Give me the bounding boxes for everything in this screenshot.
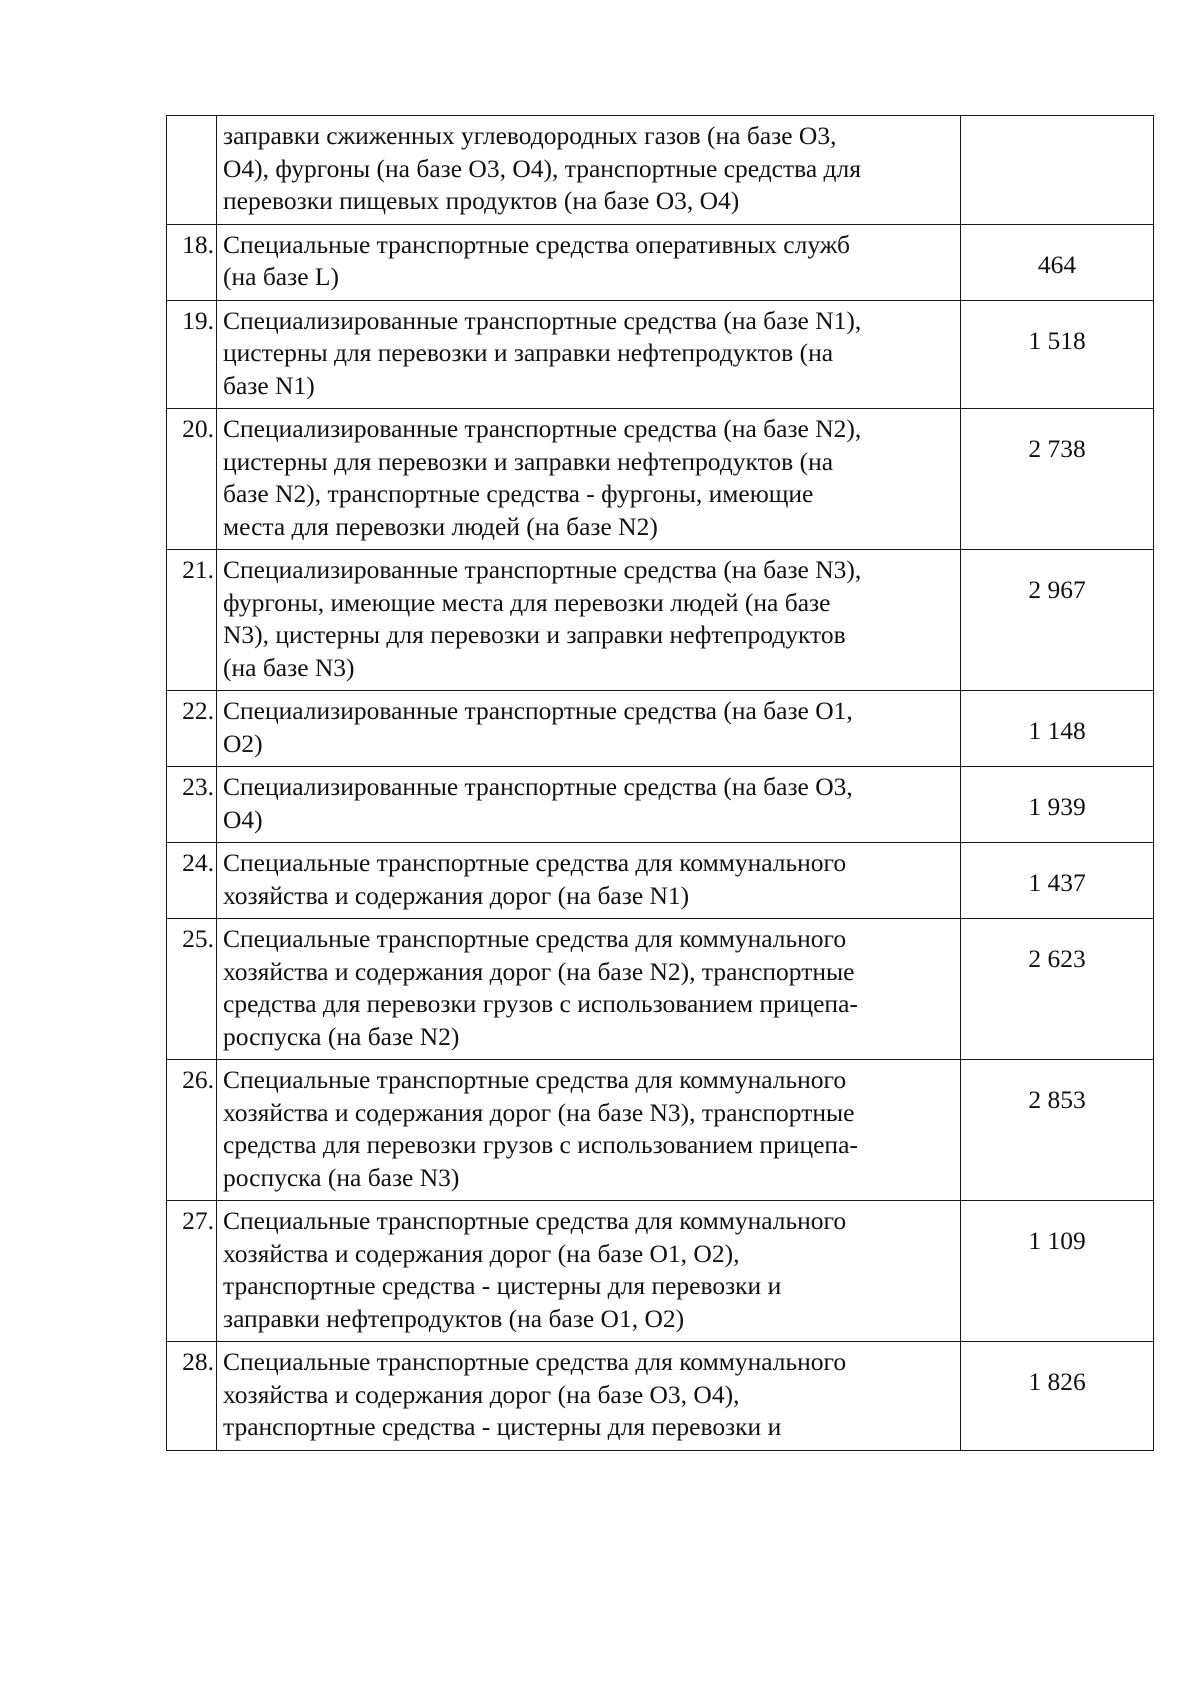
description-line: Специальные транспортные средства для коммунального bbox=[223, 1206, 847, 1235]
description-line: заправки нефтепродуктов (на базе O1, O2) bbox=[223, 1303, 685, 1333]
description-line: N3), цистерны для перевозки и заправки нефтепродуктов bbox=[223, 620, 846, 649]
description-line: фургоны, имеющие места для перевозки людей (на базе bbox=[223, 587, 831, 617]
description-line: заправки сжиженных углеводородных газов (на базе O3, bbox=[223, 121, 837, 150]
description-line: (на базе L) bbox=[223, 262, 339, 291]
row-number: 18. bbox=[167, 224, 217, 300]
row-description bbox=[217, 550, 961, 691]
table-row bbox=[167, 300, 1154, 409]
description-line: хозяйства и содержания дорог (на базе N2), транспортные bbox=[223, 956, 855, 986]
row-description bbox=[217, 116, 961, 225]
row-value: 1 518 bbox=[961, 300, 1154, 409]
table-row bbox=[167, 919, 1154, 1060]
table-row bbox=[167, 767, 1154, 843]
description-line: хозяйства и содержания дорог (на базе N1) bbox=[223, 880, 690, 910]
row-value: 1 148 bbox=[961, 691, 1154, 767]
description-line: хозяйства и содержания дорог (на базе N3), транспортные bbox=[223, 1097, 855, 1127]
row-value: 464 bbox=[961, 224, 1154, 300]
row-description bbox=[217, 843, 961, 919]
description-line: базе N1) bbox=[223, 370, 315, 400]
row-description bbox=[217, 224, 961, 300]
row-description bbox=[217, 919, 961, 1060]
row-value: 2 738 bbox=[961, 409, 1154, 550]
description-line: Специализированные транспортные средства (на базе O1, bbox=[223, 696, 853, 725]
description-line: Специализированные транспортные средства (на базе O3, bbox=[223, 772, 853, 801]
description-line: O4), фургоны (на базе O3, O4), транспортные средства для bbox=[223, 153, 861, 183]
description-line: хозяйства и содержания дорог (на базе O1, O2), bbox=[223, 1238, 740, 1268]
table-row bbox=[167, 1201, 1154, 1342]
description-line: места для перевозки людей (на базе N2) bbox=[223, 511, 658, 541]
description-line: хозяйства и содержания дорог (на базе O3, O4), bbox=[223, 1379, 740, 1409]
table-row bbox=[167, 550, 1154, 691]
row-description bbox=[217, 691, 961, 767]
row-value: 1 826 bbox=[961, 1342, 1154, 1451]
row-description bbox=[217, 1201, 961, 1342]
row-value bbox=[961, 116, 1154, 225]
description-line: перевозки пищевых продуктов (на базе O3, O4) bbox=[223, 186, 740, 215]
description-line: Специализированные транспортные средства (на базе N3), bbox=[223, 555, 862, 584]
description-line: Специализированные транспортные средства (на базе N2), bbox=[223, 414, 862, 443]
description-line: (на базе N3) bbox=[223, 652, 355, 682]
row-value: 1 939 bbox=[961, 767, 1154, 843]
description-line: средства для перевозки грузов с использованием прицепа- bbox=[223, 1130, 858, 1159]
row-description bbox=[217, 300, 961, 409]
row-value: 2 967 bbox=[961, 550, 1154, 691]
row-description bbox=[217, 1342, 961, 1451]
table-row bbox=[167, 1342, 1154, 1451]
description-line: O2) bbox=[223, 728, 263, 758]
row-value: 2 853 bbox=[961, 1060, 1154, 1201]
row-number bbox=[167, 116, 217, 225]
row-description bbox=[217, 767, 961, 843]
description-line: средства для перевозки грузов с использованием прицепа- bbox=[223, 989, 858, 1018]
row-number: 28. bbox=[167, 1342, 217, 1451]
table-row bbox=[167, 843, 1154, 919]
tariff-table bbox=[166, 115, 1154, 1451]
row-number: 25. bbox=[167, 919, 217, 1060]
row-number: 19. bbox=[167, 300, 217, 409]
description-line: Специальные транспортные средства для коммунального bbox=[223, 1347, 847, 1376]
table-row bbox=[167, 409, 1154, 550]
description-line: роспуска (на базе N2) bbox=[223, 1021, 460, 1051]
table-row bbox=[167, 224, 1154, 300]
table-row bbox=[167, 116, 1154, 225]
description-line: Специализированные транспортные средства (на базе N1), bbox=[223, 305, 862, 335]
description-line: цистерны для перевозки и заправки нефтепродуктов (на bbox=[223, 338, 834, 367]
row-description bbox=[217, 409, 961, 550]
description-line: Специальные транспортные средства для коммунального bbox=[223, 848, 847, 877]
description-line: Специальные транспортные средства для коммунального bbox=[223, 924, 847, 953]
row-value: 2 623 bbox=[961, 919, 1154, 1060]
description-line: Специальные транспортные средства оперативных служб bbox=[223, 229, 851, 259]
row-description bbox=[217, 1060, 961, 1201]
row-number: 23. bbox=[167, 767, 217, 843]
description-line: транспортные средства - цистерны для перевозки и bbox=[223, 1271, 782, 1300]
table-body bbox=[167, 116, 1154, 1451]
description-line: O4) bbox=[223, 804, 263, 834]
row-number: 21. bbox=[167, 550, 217, 691]
description-line: Специальные транспортные средства для коммунального bbox=[223, 1065, 847, 1094]
description-line: транспортные средства - цистерны для перевозки и bbox=[223, 1412, 782, 1441]
row-value: 1 109 bbox=[961, 1201, 1154, 1342]
row-number: 24. bbox=[167, 843, 217, 919]
row-value: 1 437 bbox=[961, 843, 1154, 919]
row-number: 22. bbox=[167, 691, 217, 767]
table-row bbox=[167, 1060, 1154, 1201]
table-row bbox=[167, 691, 1154, 767]
description-line: цистерны для перевозки и заправки нефтепродуктов (на bbox=[223, 446, 834, 476]
row-number: 27. bbox=[167, 1201, 217, 1342]
row-number: 26. bbox=[167, 1060, 217, 1201]
row-number: 20. bbox=[167, 409, 217, 550]
description-line: базе N2), транспортные средства - фургоны, имеющие bbox=[223, 479, 814, 508]
description-line: роспуска (на базе N3) bbox=[223, 1162, 460, 1192]
